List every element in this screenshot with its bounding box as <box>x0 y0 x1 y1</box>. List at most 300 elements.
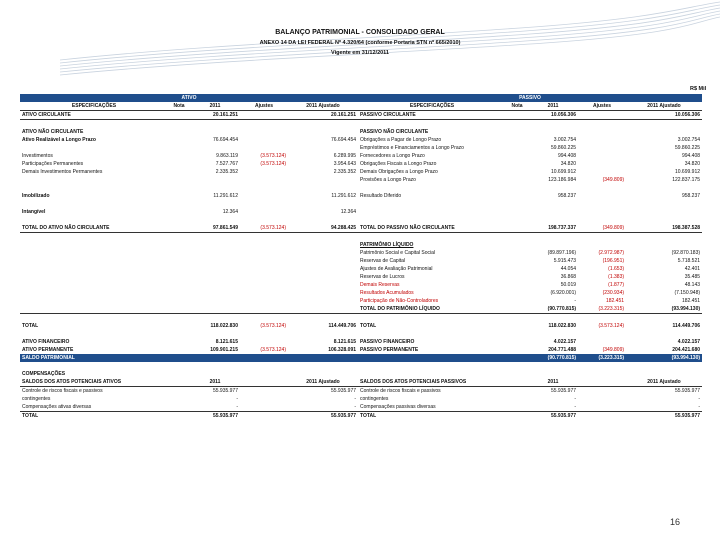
col-header-2011-ajustado: 2011 Ajustado <box>626 102 702 111</box>
empty-cell <box>506 387 528 396</box>
comp-col-2011: 2011 <box>528 378 578 387</box>
ativo-nota-cell <box>168 192 190 200</box>
ativo-value-ajustes <box>240 241 288 249</box>
ativo-label: TOTAL <box>22 323 39 329</box>
passivo-nota-cell <box>506 257 528 265</box>
passivo-value-ajustes <box>578 136 626 144</box>
ativo-value-ajustes <box>240 128 288 136</box>
passivo-label: Resultado Diferido <box>360 193 402 199</box>
passivo-label: Resultados Acumulados <box>360 290 414 296</box>
passivo-value-2011: (90.770.815) <box>528 305 578 314</box>
ativo-label <box>20 297 168 305</box>
balance-row <box>20 281 702 289</box>
comp-passivo-label: contingentes <box>360 396 389 402</box>
passivo-nota-cell <box>506 176 528 184</box>
comp-ativo-value-2011-ajustado: 55.935.977 <box>330 413 357 419</box>
passivo-nota-cell <box>506 111 528 120</box>
ativo-label <box>20 257 168 265</box>
comp-col-2011-ajustado: 2011 Ajustado <box>288 378 358 387</box>
ativo-value-2011: 12.364 <box>222 209 238 215</box>
ativo-nota-cell <box>168 208 190 216</box>
balance-row <box>20 297 702 305</box>
ativo-value-2011: 109.901.215 <box>210 347 238 353</box>
passivo-value-2011-ajustado: (93.994.130) <box>626 354 702 362</box>
ativo-nota-cell <box>168 281 190 289</box>
passivo-label: Obrigações Fiscais a Longo Prazo <box>360 161 437 167</box>
spacer-row <box>20 330 702 338</box>
passivo-value-ajustes <box>578 338 626 346</box>
ativo-value-2011-ajustado: 6.289.995 <box>333 153 357 159</box>
passivo-nota-cell <box>506 297 528 305</box>
ativo-nota-cell <box>168 257 190 265</box>
comp-passivo-label: TOTAL <box>360 413 377 419</box>
passivo-label: PASSIVO PERMANENTE <box>360 347 419 353</box>
passivo-value-2011: (6.920.001) <box>550 290 577 296</box>
balance-row <box>20 354 702 362</box>
ativo-value-2011-ajustado <box>288 265 358 273</box>
ativo-label: Investimentos <box>22 153 53 159</box>
comp-passivo-value-2011: - <box>574 396 577 402</box>
ativo-label <box>20 241 168 249</box>
ativo-label <box>20 289 168 297</box>
compensacao-row <box>20 395 702 403</box>
col-header-nota: Nota <box>168 102 190 111</box>
balance-row <box>20 168 702 176</box>
passivo-label: Reservas de Lucros <box>360 274 405 280</box>
ativo-value-ajustes <box>240 289 288 297</box>
ativo-value-ajustes <box>240 297 288 305</box>
balance-row <box>20 289 702 297</box>
passivo-value-2011: 10.699.912 <box>550 169 577 175</box>
passivo-value-2011-ajustado: 59.860.225 <box>674 145 701 151</box>
ativo-value-2011 <box>190 273 240 281</box>
col-header-2011: 2011 <box>190 102 240 111</box>
ativo-value-2011: 76.694.454 <box>212 137 238 143</box>
balance-row <box>20 305 702 314</box>
passivo-value-2011: 4.022.157 <box>553 339 577 345</box>
passivo-value-2011-ajustado <box>626 208 702 216</box>
passivo-nota-cell <box>506 128 528 136</box>
passivo-nota-cell <box>506 273 528 281</box>
passivo-value-2011: 59.860.225 <box>550 145 577 151</box>
passivo-value-2011 <box>528 241 578 249</box>
ativo-value-ajustes <box>240 111 288 120</box>
passivo-nota-cell <box>506 289 528 297</box>
passivo-value-2011-ajustado: 5.718.521 <box>677 258 701 264</box>
passivo-value-2011-ajustado: (93.994.130) <box>626 305 702 314</box>
passivo-label: Empréstimos e Financiamentos a Longo Prazo <box>360 145 464 151</box>
ativo-value-ajustes <box>240 257 288 265</box>
ativo-value-2011-ajustado <box>288 241 358 249</box>
empty-cell <box>240 412 288 421</box>
passivo-value-ajustes: (230.934) <box>602 290 625 296</box>
comp-passivo-value-2011-ajustado: 55.935.977 <box>674 413 701 419</box>
ativo-nota-cell <box>168 111 190 120</box>
passivo-nota-cell <box>506 249 528 257</box>
passivo-label: Reservas de Capital <box>360 258 406 264</box>
empty-cell <box>240 403 288 412</box>
ativo-value-2011-ajustado <box>288 249 358 257</box>
ativo-value-ajustes <box>240 144 288 152</box>
page-number: 16 <box>670 517 681 527</box>
passivo-value-2011-ajustado: 34.820 <box>684 161 701 167</box>
balance-row <box>20 176 702 184</box>
ativo-value-2011-ajustado: 8.121.615 <box>333 339 357 345</box>
empty-cell <box>168 387 190 396</box>
ativo-value-2011-ajustado: 3.954.643 <box>333 161 357 167</box>
ativo-value-2011-ajustado: 2.335.352 <box>333 169 357 175</box>
passivo-label: TOTAL DO PASSIVO NÃO CIRCULANTE <box>358 224 506 233</box>
ativo-value-ajustes <box>240 176 288 184</box>
ativo-value-ajustes <box>240 354 288 362</box>
comp-ativo-value-2011-ajustado: - <box>354 396 357 402</box>
passivo-value-2011: 10.056.306 <box>528 111 578 120</box>
balance-row <box>20 160 702 168</box>
passivo-label: Demais Reservas <box>360 282 400 288</box>
passivo-value-2011: (90.770.815) <box>528 354 578 362</box>
ativo-value-2011: 2.335.352 <box>215 169 238 175</box>
compensacoes-title-row <box>20 370 702 378</box>
ativo-label: Demais Investimentos Permanentes <box>22 169 103 175</box>
passivo-value-ajustes <box>578 128 626 136</box>
passivo-label <box>358 208 506 216</box>
ativo-label: ATIVO NÃO CIRCULANTE <box>22 129 84 135</box>
ativo-label: SALDO PATRIMONIAL <box>20 354 168 362</box>
passivo-label: TOTAL <box>360 323 377 329</box>
ativo-value-ajustes <box>240 273 288 281</box>
ativo-value-2011: 9.863.119 <box>216 153 238 159</box>
passivo-value-2011 <box>528 208 578 216</box>
passivo-value-ajustes: (2.972.987) <box>598 250 625 256</box>
passivo-value-2011-ajustado: (7.150.948) <box>674 290 701 296</box>
comp-passivo-label: Controle de riscos fiscais e passivos <box>360 388 441 394</box>
passivo-value-2011: 44.054 <box>560 266 577 272</box>
balance-row <box>20 144 702 152</box>
compensacoes-header-row <box>20 378 702 387</box>
empty-cell <box>506 395 528 403</box>
ativo-label <box>20 176 168 184</box>
passivo-value-ajustes <box>578 160 626 168</box>
report-title: BALANÇO PATRIMONIAL - CONSOLIDADO GERAL <box>275 29 445 36</box>
passivo-value-2011-ajustado: 198.387.528 <box>626 224 702 233</box>
comp-col-2011: 2011 <box>190 378 240 387</box>
comp-passivo-value-2011: 55.935.977 <box>550 413 577 419</box>
ativo-value-2011-ajustado <box>288 257 358 265</box>
ativo-nota-cell <box>168 136 190 144</box>
passivo-value-2011-ajustado: 122.837.175 <box>672 177 701 183</box>
comp-right-title: SALDOS DOS ATOS POTENCIAIS PASSIVOS <box>358 378 506 387</box>
ativo-label: TOTAL DO ATIVO NÃO CIRCULANTE <box>20 224 168 233</box>
empty-cell <box>578 395 626 403</box>
passivo-label: Participação de Não-Controladores <box>360 298 439 304</box>
passivo-value-2011: 204.771.488 <box>548 347 577 353</box>
passivo-value-ajustes: (349.809) <box>578 224 626 233</box>
ativo-value-2011-ajustado <box>288 354 358 362</box>
comp-left-title: SALDOS DOS ATOS POTENCIAIS ATIVOS <box>20 378 168 387</box>
section-header-row <box>20 94 702 102</box>
empty-cell <box>506 403 528 412</box>
ativo-value-2011 <box>190 297 240 305</box>
ativo-value-ajustes: (3.573.124) <box>260 347 286 353</box>
ativo-value-ajustes: (3.573.124) <box>260 153 286 159</box>
passivo-value-2011: 123.186.984 <box>548 177 577 183</box>
comp-passivo-value-2011: - <box>528 403 578 412</box>
passivo-value-2011: 50.019 <box>560 282 577 288</box>
ativo-value-2011 <box>190 144 240 152</box>
passivo-value-ajustes: (1.653) <box>608 266 625 272</box>
comp-ativo-value-2011: 55.935.977 <box>212 413 238 419</box>
ativo-label: ATIVO PERMANENTE <box>22 347 74 353</box>
comp-ativo-value-2011: - <box>190 403 240 412</box>
passivo-value-ajustes <box>578 111 626 120</box>
passivo-label: Patrimônio Social e Capital Social <box>360 250 436 256</box>
ativo-value-2011-ajustado <box>288 289 358 297</box>
ativo-nota-cell <box>168 144 190 152</box>
passivo-value-ajustes <box>578 168 626 176</box>
passivo-value-2011: 3.002.754 <box>553 137 577 143</box>
col-header-2011: 2011 <box>528 102 578 111</box>
spacer-row <box>20 233 702 242</box>
ativo-label: Imobilizado <box>22 193 50 199</box>
passivo-nota-cell <box>506 224 528 233</box>
passivo-value-ajustes: 182.451 <box>605 298 625 304</box>
balance-row <box>20 241 702 249</box>
col-header-spec: ESPECIFICAÇÕES <box>20 102 168 111</box>
ativo-nota-cell <box>168 297 190 305</box>
passivo-value-ajustes <box>578 144 626 152</box>
balance-row <box>20 192 702 200</box>
empty-cell <box>240 387 288 396</box>
balance-row <box>20 338 702 346</box>
comp-ativo-value-2011-ajustado: 55.935.977 <box>330 388 357 394</box>
comp-ativo-label: contingentes <box>22 396 51 402</box>
balance-row <box>20 273 702 281</box>
spacer-row <box>20 314 702 323</box>
ativo-label <box>20 249 168 257</box>
report-title-block <box>0 28 720 58</box>
passivo-nota-cell <box>506 305 528 314</box>
comp-ativo-label: Compensações ativas diversas <box>20 403 168 412</box>
report-subtitle: ANEXO 14 DA LEI FEDERAL Nº 4.320/64 (conforme Portaria STN nº 665/2010) <box>259 40 461 46</box>
balance-row <box>20 257 702 265</box>
passivo-value-2011: 198.737.337 <box>528 224 578 233</box>
passivo-nota-cell <box>506 346 528 354</box>
ativo-nota-cell <box>168 160 190 168</box>
passivo-value-2011-ajustado: 204.421.680 <box>672 347 701 353</box>
empty-cell <box>578 387 626 396</box>
ativo-value-2011: 8.121.615 <box>215 339 238 345</box>
passivo-value-2011: 118.022.830 <box>548 323 577 329</box>
passivo-value-ajustes <box>578 152 626 160</box>
comp-ativo-value-2011-ajustado: - <box>288 403 358 412</box>
ativo-label <box>20 305 168 314</box>
balance-row <box>20 152 702 160</box>
passivo-nota-cell <box>506 322 528 330</box>
empty-cell <box>578 403 626 412</box>
ativo-nota-cell <box>168 273 190 281</box>
passivo-value-2011 <box>528 128 578 136</box>
ativo-nota-cell <box>168 241 190 249</box>
passivo-nota-cell <box>506 192 528 200</box>
ativo-value-2011: 20.161.251 <box>190 111 240 120</box>
comp-passivo-value-2011: 55.935.977 <box>550 388 577 394</box>
ativo-nota-cell <box>168 128 190 136</box>
passivo-value-2011: - <box>574 298 577 304</box>
comp-passivo-label: Compensações passivas diversas <box>358 403 506 412</box>
col-header-spec: ESPECIFICAÇÕES <box>358 102 506 111</box>
passivo-value-2011-ajustado: 182.451 <box>681 298 701 304</box>
balance-row <box>20 128 702 136</box>
ativo-value-2011: 11.291.612 <box>213 193 238 199</box>
passivo-nota-cell <box>506 168 528 176</box>
ativo-label <box>20 273 168 281</box>
ativo-nota-cell <box>168 152 190 160</box>
ativo-value-2011-ajustado: 12.364 <box>340 209 357 215</box>
ativo-value-ajustes <box>240 208 288 216</box>
compensacao-row <box>20 387 702 396</box>
passivo-label: Fornecedores a Longo Prazo <box>360 153 425 159</box>
passivo-value-2011-ajustado: 42.401 <box>684 266 701 272</box>
compensacoes-title: COMPENSAÇÕES <box>22 371 66 377</box>
ativo-value-ajustes <box>240 305 288 314</box>
passivo-label: PASSIVO FINANCEIRO <box>360 339 415 345</box>
col-header-ajustes: Ajustes <box>578 102 626 111</box>
balance-row <box>20 111 702 120</box>
passivo-value-2011: 994.408 <box>557 153 577 159</box>
spacer-row <box>20 120 702 129</box>
passivo-value-ajustes: (349.809) <box>602 177 625 183</box>
passivo-value-2011-ajustado: 35.485 <box>684 274 701 280</box>
ativo-value-2011 <box>190 257 240 265</box>
ativo-value-ajustes <box>240 338 288 346</box>
passivo-value-2011-ajustado: (92.870.183) <box>671 250 701 256</box>
ativo-value-2011-ajustado <box>288 176 358 184</box>
passivo-value-2011-ajustado: 994.408 <box>681 153 701 159</box>
ativo-label: Ativo Realizável a Longo Prazo <box>22 137 96 143</box>
comp-ativo-value-2011: - <box>236 396 238 402</box>
ativo-nota-cell <box>168 176 190 184</box>
balance-row <box>20 322 702 330</box>
empty-cell <box>506 412 528 421</box>
passivo-value-ajustes <box>578 208 626 216</box>
column-header-row <box>20 102 702 111</box>
empty-cell <box>168 412 190 421</box>
passivo-nota-cell <box>506 241 528 249</box>
balance-row <box>20 224 702 233</box>
ativo-value-2011-ajustado <box>288 144 358 152</box>
passivo-value-ajustes: (1.877) <box>608 282 625 288</box>
passivo-value-ajustes <box>578 241 626 249</box>
ativo-value-2011 <box>190 249 240 257</box>
ativo-nota-cell <box>168 354 190 362</box>
passivo-label: Obrigações a Pagar de Longo Prazo <box>360 137 442 143</box>
ativo-nota-cell <box>168 168 190 176</box>
ativo-value-ajustes <box>240 249 288 257</box>
ativo-value-2011-ajustado: 76.694.454 <box>330 137 357 143</box>
ativo-value-2011 <box>190 176 240 184</box>
col-header-2011-ajustado: 2011 Ajustado <box>288 102 358 111</box>
passivo-nota-cell <box>506 338 528 346</box>
comp-passivo-value-2011-ajustado: 55.935.977 <box>674 388 701 394</box>
passivo-label <box>358 354 506 362</box>
ativo-value-ajustes <box>240 168 288 176</box>
balance-row <box>20 265 702 273</box>
passivo-label: PASSIVO CIRCULANTE <box>358 111 506 120</box>
col-header-nota: Nota <box>506 102 528 111</box>
passivo-value-2011-ajustado: 4.022.157 <box>677 339 701 345</box>
ativo-nota-cell <box>168 322 190 330</box>
ativo-value-2011 <box>190 289 240 297</box>
ativo-value-2011 <box>190 281 240 289</box>
passivo-value-ajustes: (1.383) <box>608 274 625 280</box>
balance-row <box>20 136 702 144</box>
passivo-label: TOTAL DO PATRIMÔNIO LÍQUIDO <box>358 305 506 314</box>
passivo-nota-cell <box>506 144 528 152</box>
ativo-value-2011-ajustado: 106.328.091 <box>328 347 357 353</box>
ativo-nota-cell <box>168 346 190 354</box>
passivo-value-2011-ajustado: 114.449.706 <box>672 323 701 329</box>
col-header-ajustes: Ajustes <box>240 102 288 111</box>
passivo-nota-cell <box>506 281 528 289</box>
passivo-value-2011-ajustado: 48.143 <box>684 282 701 288</box>
ativo-value-ajustes: (3.573.124) <box>260 161 286 167</box>
spacer-row <box>20 200 702 208</box>
passivo-nota-cell <box>506 136 528 144</box>
ativo-label: ATIVO FINANCEIRO <box>22 339 70 345</box>
passivo-value-ajustes: (3.223.315) <box>578 354 626 362</box>
passivo-value-ajustes: (3.573.124) <box>598 323 625 329</box>
passivo-value-2011: 958.237 <box>557 193 577 199</box>
ativo-value-2011 <box>190 265 240 273</box>
passivo-section-label: PASSIVO <box>358 94 702 102</box>
passivo-value-ajustes: (196.951) <box>602 258 625 264</box>
ativo-value-2011-ajustado <box>288 281 358 289</box>
passivo-value-2011-ajustado: 10.056.306 <box>626 111 702 120</box>
passivo-value-2011: 34.820 <box>560 161 577 167</box>
ativo-nota-cell <box>168 224 190 233</box>
passivo-nota-cell <box>506 208 528 216</box>
passivo-label: Demais Obrigações a Longo Prazo <box>360 169 438 175</box>
ativo-value-2011-ajustado: 94.288.425 <box>288 224 358 233</box>
passivo-value-ajustes: (3.223.315) <box>578 305 626 314</box>
empty-cell <box>168 403 190 412</box>
empty-cell <box>578 412 626 421</box>
passivo-value-2011-ajustado: 3.002.754 <box>677 137 701 143</box>
passivo-value-ajustes <box>578 192 626 200</box>
ativo-value-2011-ajustado <box>288 273 358 281</box>
ativo-label <box>20 144 168 152</box>
passivo-value-2011-ajustado <box>626 128 702 136</box>
ativo-label: Participações Permanentes <box>22 161 84 167</box>
ativo-value-ajustes: (3.573.124) <box>260 323 286 329</box>
balance-sheet-table <box>20 94 702 420</box>
passivo-label: PATRIMÔNIO LÍQUIDO <box>360 242 414 248</box>
empty-cell <box>240 395 288 403</box>
passivo-value-2011-ajustado <box>626 241 702 249</box>
passivo-label: PASSIVO NÃO CIRCULANTE <box>360 129 429 135</box>
currency-unit: R$ Mil <box>690 86 707 92</box>
spacer-row <box>20 216 702 224</box>
compensacao-row <box>20 403 702 412</box>
ativo-value-2011 <box>190 305 240 314</box>
ativo-value-ajustes <box>240 265 288 273</box>
ativo-value-2011-ajustado: 11.291.612 <box>331 193 357 199</box>
ativo-value-2011-ajustado <box>288 128 358 136</box>
comp-ativo-label: Controle de riscos fiscais e passivos <box>22 388 103 394</box>
passivo-nota-cell <box>506 354 528 362</box>
ativo-nota-cell <box>168 338 190 346</box>
passivo-nota-cell <box>506 152 528 160</box>
